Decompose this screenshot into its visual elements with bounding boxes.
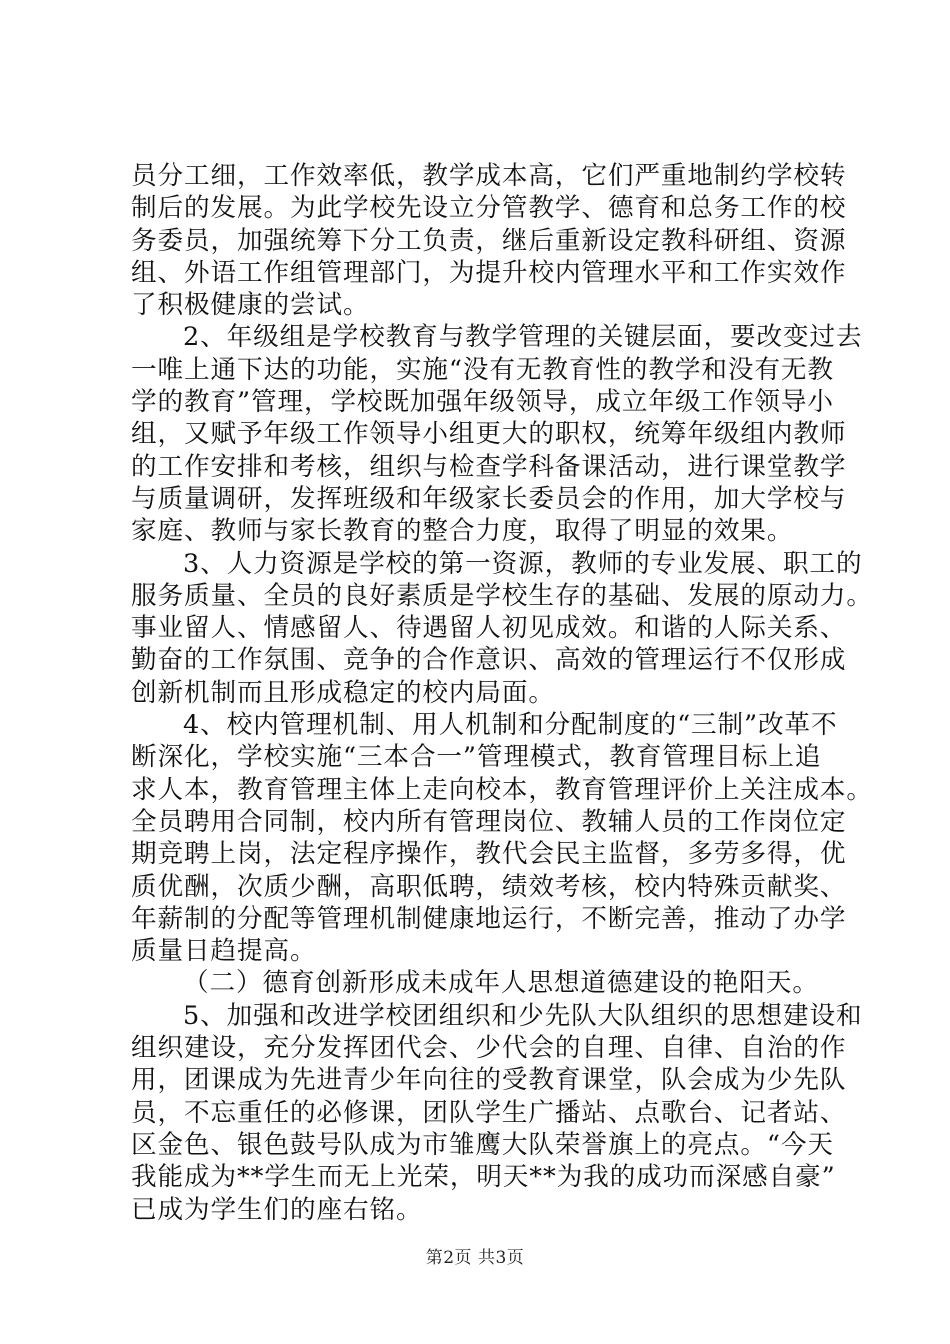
paragraph-start-line: 3、人力资源是学校的第一资源，教师的专业发展、职工的 [183,548,863,579]
text-line: 质优酬，次质少酬，高职低聘，绩效考核，校内特殊贡献奖、 [131,871,847,902]
text-line: 事业留人、情感留人、待遇留人初见成效。和谐的人际关系、 [131,613,847,644]
text-line: 我能成为**学生而无上光荣，明天**为我的成功而深感自豪” [131,1162,836,1193]
text-line: 勤奋的工作氛围、竞争的合作意识、高效的管理运行不仅形成 [131,645,847,676]
text-line: 断深化，学校实施“三本合一”管理模式，教育管理目标上追 [131,742,822,773]
text-line: 期竞聘上岗，法定程序操作，教代会民主监督，多劳多得，优 [131,839,847,870]
text-line: 学的教育”管理，学校既加强年级领导，成立年级工作领导小 [131,387,834,418]
text-line: 用，团课成为先进青少年向往的受教育课堂，队会成为少先队 [131,1065,847,1096]
section-heading: （二）德育创新形成未成年人思想道德建设的艳阳天。 [183,968,819,999]
text-line: 制后的发展。为此学校先设立分管教学、德育和总务工作的校 [131,193,847,224]
text-line: 务委员，加强统筹下分工负责，继后重新设定教科研组、资源 [131,225,847,256]
text-line: 已成为学生们的座右铭。 [131,1194,423,1225]
paragraph-start-line: 5、加强和改进学校团组织和少先队大队组织的思想建设和 [183,1000,863,1031]
text-line: 与质量调研，发挥班级和年级家长委员会的作用，加大学校与 [131,483,847,514]
text-line: 组、外语工作组管理部门，为提升校内管理水平和工作实效作 [131,257,847,288]
text-line: 组织建设，充分发挥团代会、少代会的自理、自律、自治的作 [131,1033,847,1064]
text-line: 年薪制的分配等管理机制健康地运行，不断完善，推动了办学 [131,903,847,934]
text-line: 求人本，教育管理主体上走向校本，教育管理评价上关注成本。 [131,774,873,805]
paragraph-start-line: 2、年级组是学校教育与教学管理的关键层面，要改变过去 [183,322,863,353]
text-line: 创新机制而且形成稳定的校内局面。 [131,677,555,708]
text-line: 组，又赋予年级工作领导小组更大的职权，统筹年级组内教师 [131,419,847,450]
text-line: 区金色、银色鼓号队成为市雏鹰大队荣誉旗上的亮点。“今天 [131,1129,834,1160]
text-line: 服务质量、全员的良好素质是学校生存的基础、发展的原动力。 [131,580,873,611]
text-line: 全员聘用合同制，校内所有管理岗位、教辅人员的工作岗位定 [131,806,847,837]
text-line: 质量日趋提高。 [131,936,317,967]
text-line: 家庭、教师与家长教育的整合力度，取得了明显的效果。 [131,516,794,547]
text-line: 员分工细，工作效率低，教学成本高，它们严重地制约学校转 [131,161,847,191]
text-line: 了积极健康的尝试。 [131,290,370,321]
body-text [131,160,873,1226]
text-line: 一唯上通下达的功能，实施“没有无教育性的教学和没有无教 [131,354,834,385]
page-footer [0,1243,950,1268]
text-line: 的工作安排和考核，组织与检查学科备课活动，进行课堂教学 [131,451,847,482]
text-line: 员，不忘重任的必修课，团队学生广播站、点歌台、记者站、 [131,1097,847,1128]
page-number-label: 第2页 共3页 [425,1248,525,1268]
paragraph-start-line: 4、校内管理机制、用人机制和分配制度的“三制”改革不 [183,710,838,741]
